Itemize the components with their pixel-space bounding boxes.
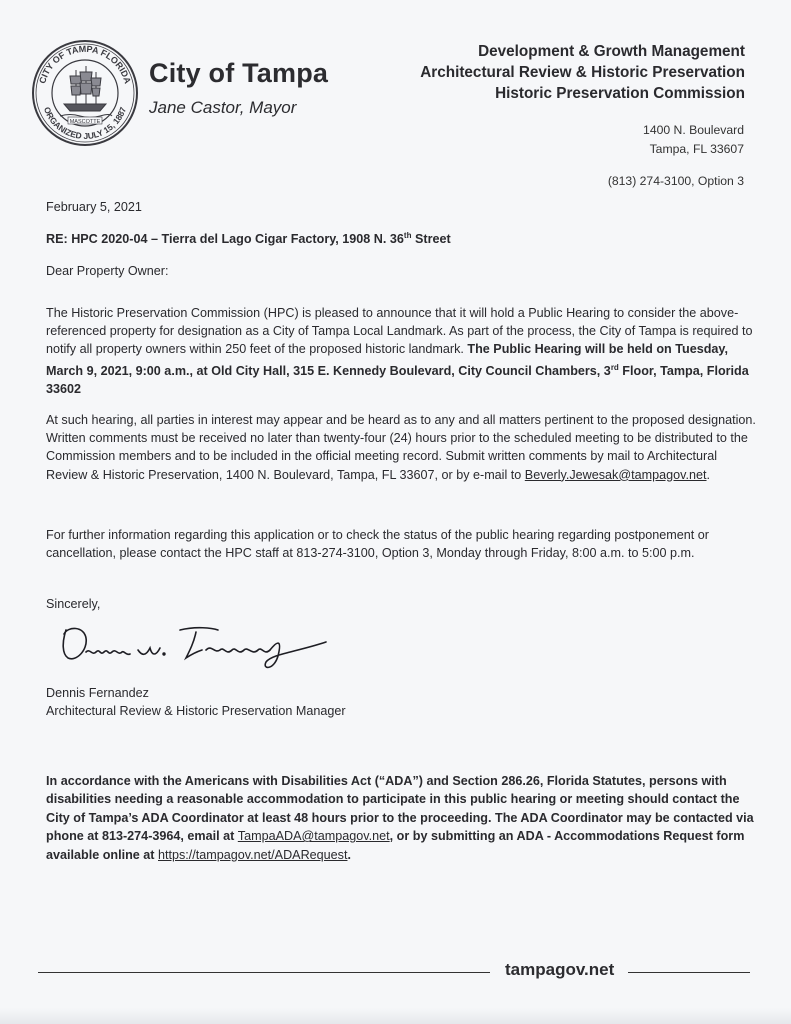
hearing-details-a: The Public Hearing will be held on Tuesday, March 9, 2021, 9:00 a.m., at Old City Hall, 315 E. Kennedy Boulevard, City Council Chambers, 3 (46, 342, 728, 378)
scan-edge (0, 1008, 791, 1024)
address-block (643, 121, 744, 159)
ada-end: . (347, 847, 351, 862)
seal-banner-text: MASCOTTE (69, 119, 101, 125)
ada-notice (46, 772, 758, 864)
signer-title: Architectural Review & Historic Preservation Manager (46, 704, 346, 718)
ada-email-link[interactable]: TampaADA@tampagov.net (237, 829, 390, 844)
seal-top-text: CITY OF TAMPA FLORIDA (37, 43, 133, 85)
announcement-text: The Historic Preservation Commission (HPC) is pleased to announce that it will hold a Public Hearing to consider the above-referenced property for designation as a City of Tampa Local Landmark. As part of the process, the City of Tampa is required to notify all property owners within 250 feet of the proposed historic landmark. (46, 306, 753, 357)
footer-divider-right (628, 972, 750, 973)
seal-bottom-text: ORGANIZED JULY 15, 1887 (41, 105, 129, 142)
re-prefix: RE: HPC 2020-04 – Tierra del Lago Cigar Factory, 1908 N. 36 (46, 232, 404, 247)
paragraph-contact: For further information regarding this application or to check the status of the public hearing regarding postponement or cancellation, please contact the HPC staff at 813-274-3100, Option 3, Monday through Friday, 8:00 a.m. to 5:00 p.m. (46, 528, 709, 561)
department-line-3: Historic Preservation Commission (495, 85, 745, 102)
department-line-1: Development & Growth Management (478, 43, 745, 60)
re-suffix: Street (411, 232, 451, 247)
paragraph-announcement (46, 304, 758, 398)
ada-mid: , or by submitting an ADA - Accommodations Request form available online at (46, 829, 745, 862)
salutation: Dear Property Owner: (46, 264, 169, 278)
city-seal-icon (30, 38, 140, 148)
comments-text: At such hearing, all parties in interest may appear and be heard as to any and all matters pertinent to the proposed designation. Written comments must be received no later than twenty-four (24) hours prior to the scheduled meeting to be distributed to the Commission members and to be included in the official meeting record. Submit written comments by mail to Architectural Review & Historic Preservation, 1400 N. Boulevard, Tampa, FL 33607, or by e-mail to (46, 413, 756, 482)
ada-request-link[interactable]: https://tampagov.net/ADARequest (158, 847, 348, 862)
paragraph-comments (46, 411, 758, 484)
phone-number: (813) 274-3100, Option 3 (607, 174, 744, 188)
mayor-name: Jane Castor, Mayor (149, 98, 297, 117)
re-line (46, 231, 451, 246)
signature-icon (56, 612, 336, 672)
address-line-2: Tampa, FL 33607 (649, 142, 744, 156)
hearing-floor-superscript: rd (610, 362, 619, 372)
hearing-details-b: Floor, Tampa, Florida 33602 (46, 363, 749, 396)
letter-date: February 5, 2021 (46, 200, 142, 214)
footer-website[interactable]: tampagov.net (505, 960, 615, 979)
department-block (420, 41, 745, 104)
signer-name: Dennis Fernandez (46, 686, 149, 700)
address-line-1: 1400 N. Boulevard (643, 123, 744, 137)
city-name: City of Tampa (149, 58, 329, 88)
ada-text: In accordance with the Americans with Disabilities Act (“ADA”) and Section 286.26, Florida Statutes, persons with disabilities needing a reasonable accommodation to participate in this public hearing or meeting should contact the City of Tampa’s ADA Coordinator at least 48 hours prior to the proceeding. The ADA Coordinator may be contacted via phone at 813-274-3964, email at (46, 774, 754, 844)
commission-email-link[interactable]: Beverly.Jewesak@tampagov.net (524, 467, 707, 482)
closing: Sincerely, (46, 597, 101, 611)
re-superscript: th (403, 231, 412, 240)
footer-divider-left (38, 972, 490, 973)
comments-end: . (706, 467, 711, 482)
department-line-2: Architectural Review & Historic Preservation (420, 64, 745, 81)
